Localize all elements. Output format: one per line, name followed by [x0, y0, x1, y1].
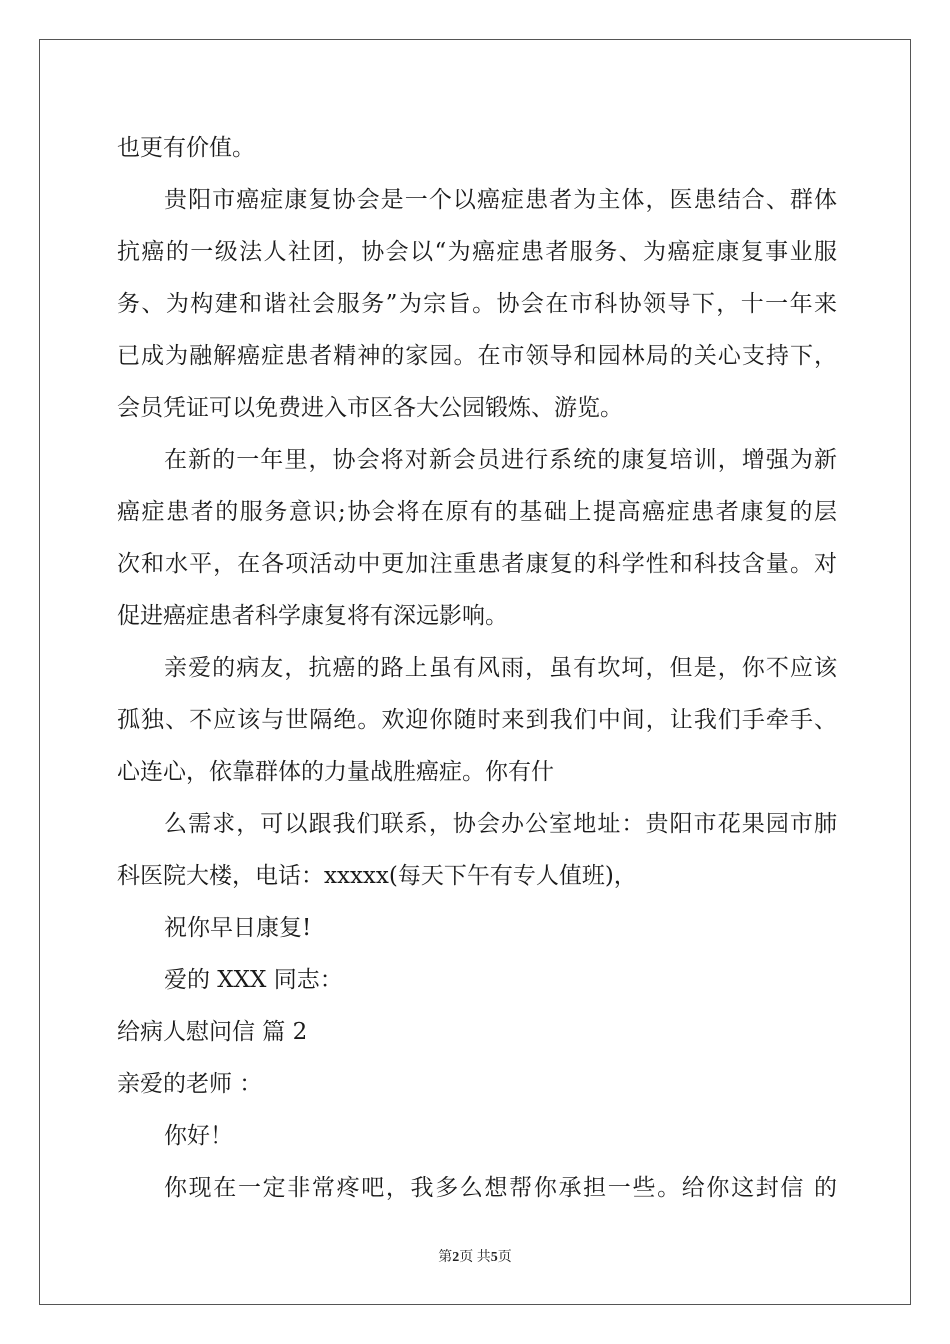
text-line: 次和水平，在各项活动中更加注重患者康复的科学性和科技含量。对	[117, 551, 837, 577]
text-line: 心连心，依靠群体的力量战胜癌症。你有什	[117, 759, 554, 785]
text-line: 么需求，可以跟我们联系，协会办公室地址：贵阳市花果园市肺	[164, 811, 837, 837]
text-line: 促进癌症患者科学康复将有深远影响。	[117, 603, 508, 629]
text-line: 爱的 XXX 同志：	[164, 967, 343, 993]
text-line: 抗癌的一级法人社团，协会以“为癌症患者服务、为癌症康复事业服	[117, 239, 837, 265]
text-line: 你现在一定非常疼吧，我多么想帮你承担一些。给你这封信 的	[164, 1175, 837, 1201]
text-line: 祝你早日康复!	[164, 915, 312, 941]
text-line: 孤独、不应该与世隔绝。欢迎你随时来到我们中间，让我们手牵手、	[117, 707, 837, 733]
total-page-count: 5	[490, 1250, 498, 1265]
text-line: 也更有价值。	[117, 135, 255, 161]
text-line: 在新的一年里，协会将对新会员进行系统的康复培训，增强为新	[164, 447, 837, 473]
salutation: 亲爱的老师 ：	[117, 1071, 263, 1097]
document-body	[117, 128, 837, 1220]
footer-middle: 页 共	[459, 1250, 491, 1265]
text-line: 会员凭证可以免费进入市区各大公园锻炼、游览。	[117, 395, 623, 421]
page-footer	[0, 1246, 950, 1266]
section-heading: 给病人慰问信 篇 2	[117, 1019, 308, 1045]
text-line: 已成为融解癌症患者精神的家园。在市领导和园林局的关心支持下，	[117, 343, 837, 369]
text-line: 贵阳市癌症康复协会是一个以癌症患者为主体，医患结合、群体	[164, 187, 837, 213]
current-page-number: 2	[452, 1250, 460, 1265]
text-line: 亲爱的病友，抗癌的路上虽有风雨，虽有坎坷，但是，你不应该	[164, 655, 837, 681]
text-line: 科医院大楼，电话：xxxxx(每天下午有专人值班)，	[117, 863, 637, 889]
greeting: 你好！	[164, 1123, 233, 1149]
footer-suffix: 页	[497, 1250, 512, 1265]
footer-prefix: 第	[438, 1250, 453, 1265]
text-line: 务、为构建和谐社会服务”为宗旨。协会在市科协领导下，十一年来	[117, 291, 837, 317]
text-line: 癌症患者的服务意识;协会将在原有的基础上提高癌症患者康复的层	[117, 499, 837, 525]
